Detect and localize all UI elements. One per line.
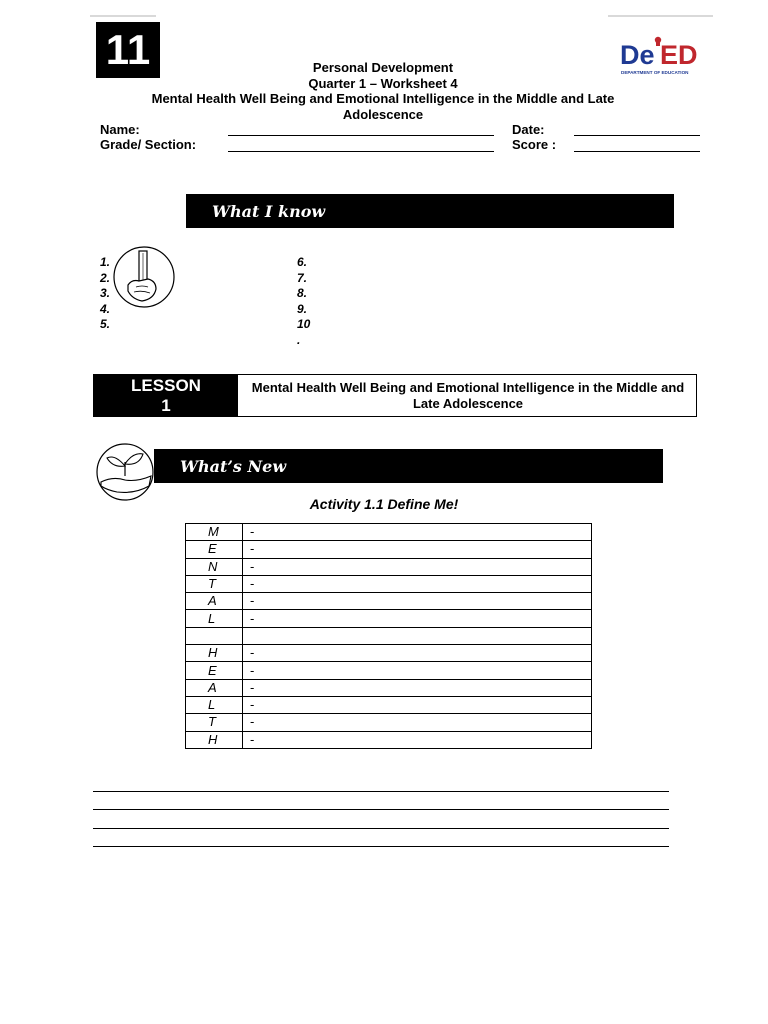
svg-text:DEPARTMENT OF EDUCATION: DEPARTMENT OF EDUCATION [621, 70, 689, 75]
row-definition-field[interactable]: - [243, 714, 592, 731]
row-letter: E [186, 662, 243, 679]
lesson-title [240, 375, 696, 416]
question-number: 4. [100, 301, 111, 316]
row-definition-field[interactable]: - [243, 558, 592, 575]
grade-section-label: Grade/ Section: [100, 137, 197, 152]
question-number: 9. [297, 301, 308, 316]
row-definition-field[interactable]: - [243, 524, 592, 541]
define-row [186, 541, 592, 558]
define-row [186, 593, 592, 610]
define-row [186, 714, 592, 731]
row-letter: A [186, 593, 243, 610]
row-letter: T [186, 714, 243, 731]
score-label: Score : [512, 137, 557, 152]
define-row [186, 731, 592, 748]
question-number: 7. [297, 270, 308, 285]
svg-text:ED: ED [660, 40, 698, 70]
whats-new-title: What’s New [180, 456, 287, 476]
deped-logo [612, 34, 712, 80]
question-number: 3. [100, 286, 111, 300]
answer-line[interactable] [93, 828, 669, 829]
row-letter: E [186, 541, 243, 558]
name-label: Name: [100, 122, 140, 137]
question-number: 8. [297, 286, 308, 300]
row-letter: N [186, 558, 243, 575]
worksheet-header [110, 60, 656, 122]
svg-text:De: De [620, 40, 655, 70]
define-me-table [185, 523, 592, 749]
row-definition-field[interactable]: - [243, 610, 592, 627]
question-number: 10 [297, 317, 311, 331]
date-label: Date: [512, 122, 545, 137]
score-field[interactable] [574, 151, 700, 152]
whats-new-banner [154, 449, 663, 483]
answer-line[interactable] [93, 791, 669, 792]
row-definition-field[interactable]: - [243, 541, 592, 558]
define-row [186, 610, 592, 627]
lesson-number: 1 [161, 396, 171, 415]
define-row [186, 696, 592, 713]
row-letter: T [186, 575, 243, 592]
row-letter [186, 627, 243, 644]
pencil-hand-icon [112, 245, 176, 309]
question-number: 1. [100, 255, 111, 269]
row-definition-field[interactable]: - [243, 645, 592, 662]
top-divider-left [90, 15, 156, 17]
define-row [186, 627, 592, 644]
row-letter: M [186, 524, 243, 541]
define-row [186, 662, 592, 679]
define-row [186, 524, 592, 541]
grade-section-field[interactable] [228, 151, 494, 152]
define-row [186, 558, 592, 575]
topic-title: Mental Health Well Being and Emotional Intelligence in the Middle and Late Adolescence [151, 91, 615, 122]
define-row [186, 679, 592, 696]
lesson-title-text: Mental Health Well Being and Emotional Intelligence in the Middle and Late Adolescence [251, 379, 685, 411]
date-field[interactable] [574, 135, 700, 136]
define-row [186, 645, 592, 662]
row-definition-field[interactable]: - [243, 575, 592, 592]
name-field[interactable] [228, 135, 494, 136]
question-number: 2. [100, 270, 111, 285]
row-letter: L [186, 610, 243, 627]
lesson-label-box [94, 375, 238, 417]
row-letter: L [186, 696, 243, 713]
question-numbers-right [297, 255, 310, 348]
question-number: 5. [100, 317, 111, 331]
row-definition-field[interactable]: - [243, 731, 592, 748]
row-definition-field[interactable]: - [243, 679, 592, 696]
row-letter: A [186, 679, 243, 696]
what-i-know-banner [186, 194, 674, 228]
row-definition-field[interactable] [243, 627, 592, 644]
lesson-label: LESSON [131, 376, 201, 395]
question-numbers-left [100, 255, 110, 333]
activity-title: Activity 1.1 Define Me! [309, 496, 459, 512]
row-definition-field[interactable]: - [243, 662, 592, 679]
question-number: 6. [297, 255, 308, 269]
top-divider-right [608, 15, 713, 17]
row-letter: H [186, 731, 243, 748]
row-definition-field[interactable]: - [243, 593, 592, 610]
subject-title: Personal Development [312, 60, 454, 75]
define-row [186, 575, 592, 592]
answer-line[interactable] [93, 809, 669, 810]
question-number: . [297, 332, 301, 347]
grade-number-box: 11 [96, 22, 160, 78]
row-definition-field[interactable]: - [243, 696, 592, 713]
lesson-header [93, 374, 697, 417]
what-i-know-title: What I know [212, 201, 326, 221]
answer-line[interactable] [93, 846, 669, 847]
row-letter: H [186, 645, 243, 662]
worksheet-label: Quarter 1 – Worksheet 4 [308, 75, 458, 91]
seedling-hand-icon [93, 442, 157, 502]
